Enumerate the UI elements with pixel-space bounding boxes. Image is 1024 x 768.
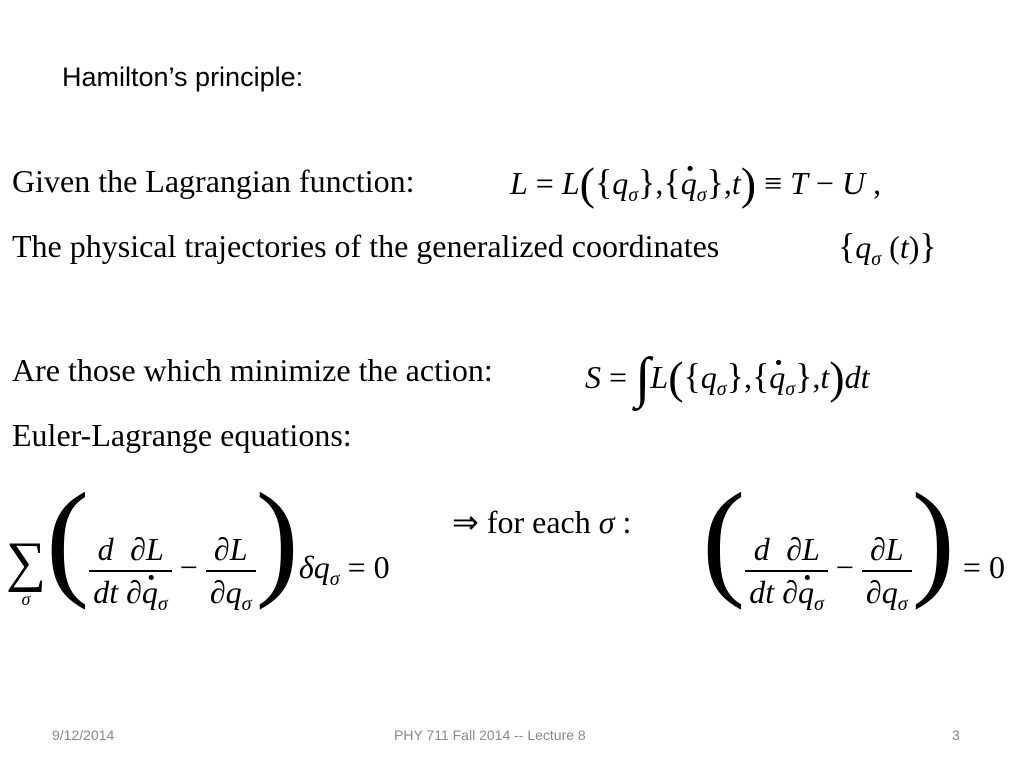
footer-page-number: 3 bbox=[952, 727, 960, 743]
lagrangian-line bbox=[12, 163, 415, 200]
slide-heading: Hamilton’s principle: bbox=[62, 62, 304, 92]
lagrangian-label: Given the Lagrangian function: bbox=[12, 163, 415, 199]
trajectories-line bbox=[12, 228, 719, 265]
action-equation: $S = \int L(\{q_\sigma\},\{\cdot q_\sigma\},t)dt$ bbox=[585, 338, 870, 402]
for-each-text: ⇒ for each σ : bbox=[452, 504, 632, 540]
summation-symbol: ∑ σ bbox=[6, 530, 46, 609]
footer-title: PHY 711 Fall 2014 -- Lecture 8 bbox=[394, 727, 586, 743]
action-line bbox=[12, 352, 493, 389]
for-each-label: for each bbox=[486, 504, 591, 540]
euler-line bbox=[12, 417, 352, 454]
euler-component-equation: ( $\frac{d}{dt}$ $\frac{\partial L}{\partial\cdot q_\sigma}$ − $\frac{\partial L}{\partial q_\sigma}$ ) = 0 bbox=[702, 460, 1005, 611]
trajectories-text: The physical trajectories of the generalized coordinates bbox=[12, 228, 720, 264]
action-text: Are those which minimize the action: bbox=[12, 352, 493, 388]
footer-date: 9/12/2014 bbox=[52, 727, 115, 743]
lagrangian-equation: $L = L(\{q_\sigma\},\{\cdot q_\sigma\},t) \equiv T - U$ , bbox=[510, 152, 881, 205]
euler-text: Euler-Lagrange equations: bbox=[12, 417, 352, 453]
coordinates-expression: {$q_\sigma$ (t)} bbox=[838, 226, 937, 270]
euler-sum-equation: ∑ σ ( $\frac{d}{dt}$ $\frac{\partial L}{\partial\cdot q_\sigma}$ − $\frac{\partial L}{\partial q_\sigma}$ )$\delta q_\sigma = 0$ bbox=[6, 460, 390, 611]
